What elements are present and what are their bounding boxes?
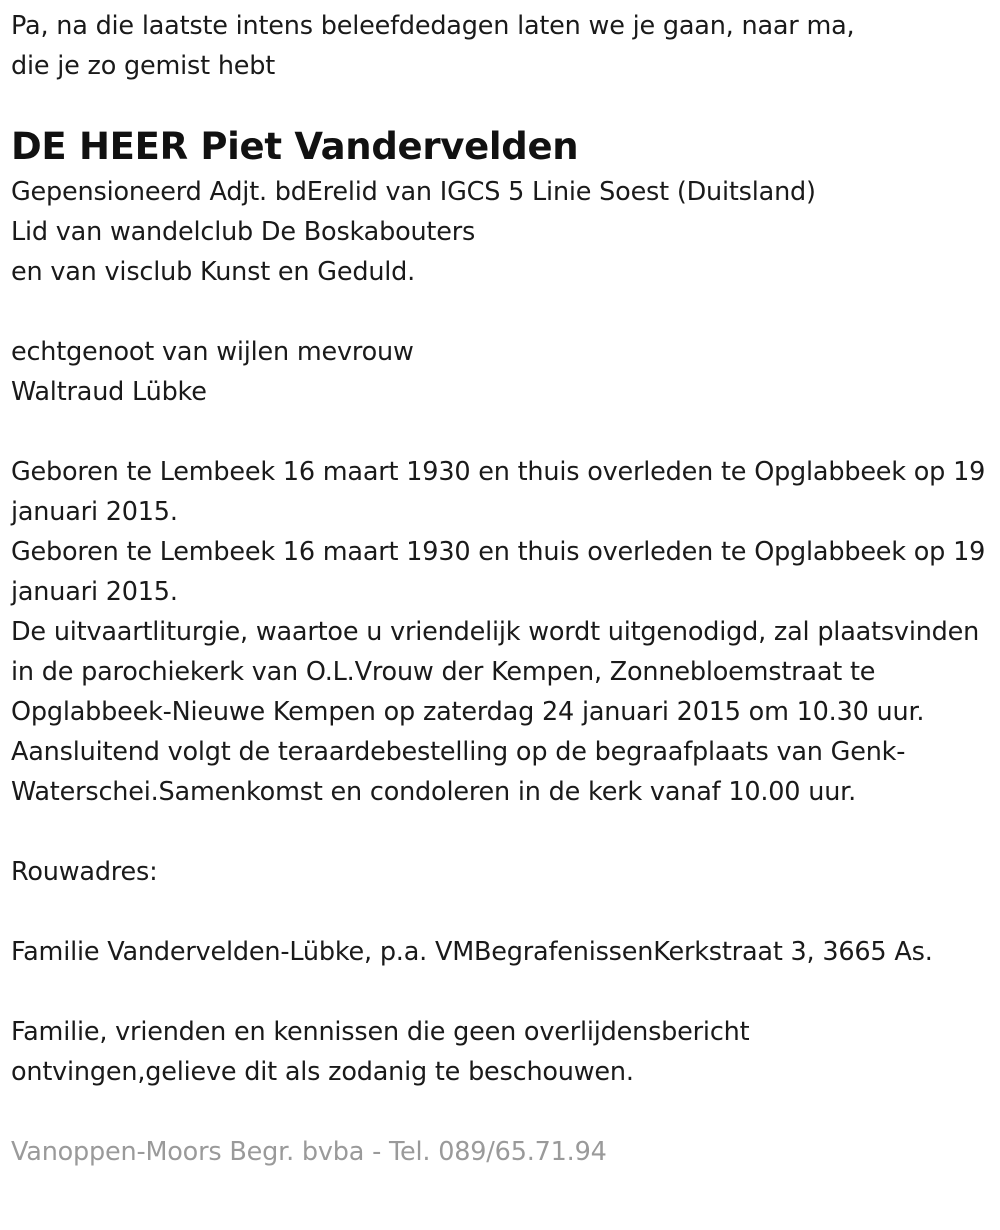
address-label: Rouwadres: (11, 857, 158, 887)
funeral-paragraph: De uitvaartliturgie, waartoe u vriendelijk wordt uitgenodigd, zal plaatsvinden in de parochiekerk van O.L.Vrouw der Kempen, Zonnebloemstraat te Opglabbeek-Nieuwe Kempen op zaterdag 24 januari 2015 om 10.30 uur. Aansluitend volgt de teraardebestelling op de begraafplaats van Genk-Waterschei.Samenkomst en condoleren in de kerk vanaf 10.00 uur. (11, 617, 980, 807)
spacer (11, 292, 996, 332)
funeral-home-footer: Vanoppen-Moors Begr. bvba - Tel. 089/65.71.94 (11, 1137, 607, 1167)
spouse-line-2: Waltraud Lübke (11, 377, 207, 407)
obituary-document (11, 6, 996, 1172)
spacer (11, 972, 996, 1012)
spacer (11, 892, 996, 932)
intro-line-1: Pa, na die laatste intens beleefdedagen laten we je gaan, naar ma, (11, 11, 855, 41)
address-text: Familie Vandervelden-Lübke, p.a. VMBegrafenissenKerkstraat 3, 3665 As. (11, 937, 933, 967)
affiliation-line-1: Gepensioneerd Adjt. bdErelid van IGCS 5 Linie Soest (Duitsland) (11, 177, 816, 207)
intro-line-2: die je zo gemist hebt (11, 51, 276, 81)
spacer (11, 1092, 996, 1132)
birth-death-paragraph-2: Geboren te Lembeek 16 maart 1930 en thuis overleden te Opglabbeek op 19 januari 2015. (11, 537, 986, 607)
spacer (11, 812, 996, 852)
spacer (11, 412, 996, 452)
affiliation-line-2: Lid van wandelclub De Boskabouters (11, 217, 476, 247)
notice-line-2: ontvingen,gelieve dit als zodanig te beschouwen. (11, 1057, 634, 1087)
deceased-name-heading: DE HEER Piet Vandervelden (11, 125, 579, 168)
spouse-line-1: echtgenoot van wijlen mevrouw (11, 337, 414, 367)
affiliation-line-3: en van visclub Kunst en Geduld. (11, 257, 416, 287)
notice-line-1: Familie, vrienden en kennissen die geen overlijdensbericht (11, 1017, 750, 1047)
birth-death-paragraph-1: Geboren te Lembeek 16 maart 1930 en thuis overleden te Opglabbeek op 19 januari 2015. (11, 457, 986, 527)
